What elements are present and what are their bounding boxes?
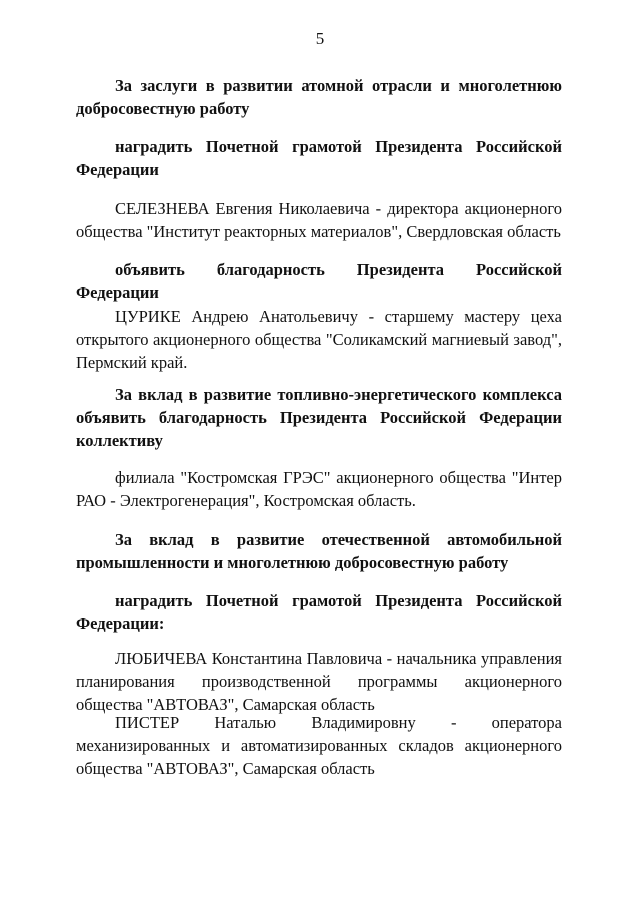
recipient-entry: ЛЮБИЧЕВА Константина Павловича - начальника управления планирования производственной программы акционерного общества "АВТОВАЗ", Самарская область (76, 649, 562, 714)
award-section-heading-automotive: За вклад в развитие отечественной автомобильной промышленности и многолетнюю добросовестную работу (76, 530, 562, 572)
award-decision-certificate: наградить Почетной грамотой Президента Российской Федерации: (76, 591, 562, 633)
page-number: 5 (315, 29, 325, 48)
recipient-entry: ПИСТЕР Наталью Владимировну - оператора механизированных и автоматизированных складов акционерного общества "АВТОВАЗ", Самарская область (76, 713, 562, 778)
award-decision-certificate: наградить Почетной грамотой Президента Российской Федерации (76, 137, 562, 179)
award-decision-gratitude: объявить благодарность Президента Российской Федерации (76, 260, 562, 302)
recipient-entry: СЕЛЕЗНЕВА Евгения Николаевича - директора акционерного общества "Институт реакторных материалов", Свердловская область (76, 199, 562, 241)
award-section-heading-energy: За вклад в развитие топливно-энергетического комплекса объявить благодарность Президента Российской Федерации коллективу (76, 385, 562, 450)
recipient-entry: ЦУРИКЕ Андрею Анатольевичу - старшему мастеру цеха открытого акционерного общества "Соликамский магниевый завод", Пермский край. (76, 307, 562, 372)
award-section-heading-nuclear: За заслуги в развитии атомной отрасли и многолетнюю добросовестную работу (76, 76, 562, 118)
recipient-entry: филиала "Костромская ГРЭС" акционерного общества "Интер РАО - Электрогенерация", Костромская область. (76, 468, 562, 510)
